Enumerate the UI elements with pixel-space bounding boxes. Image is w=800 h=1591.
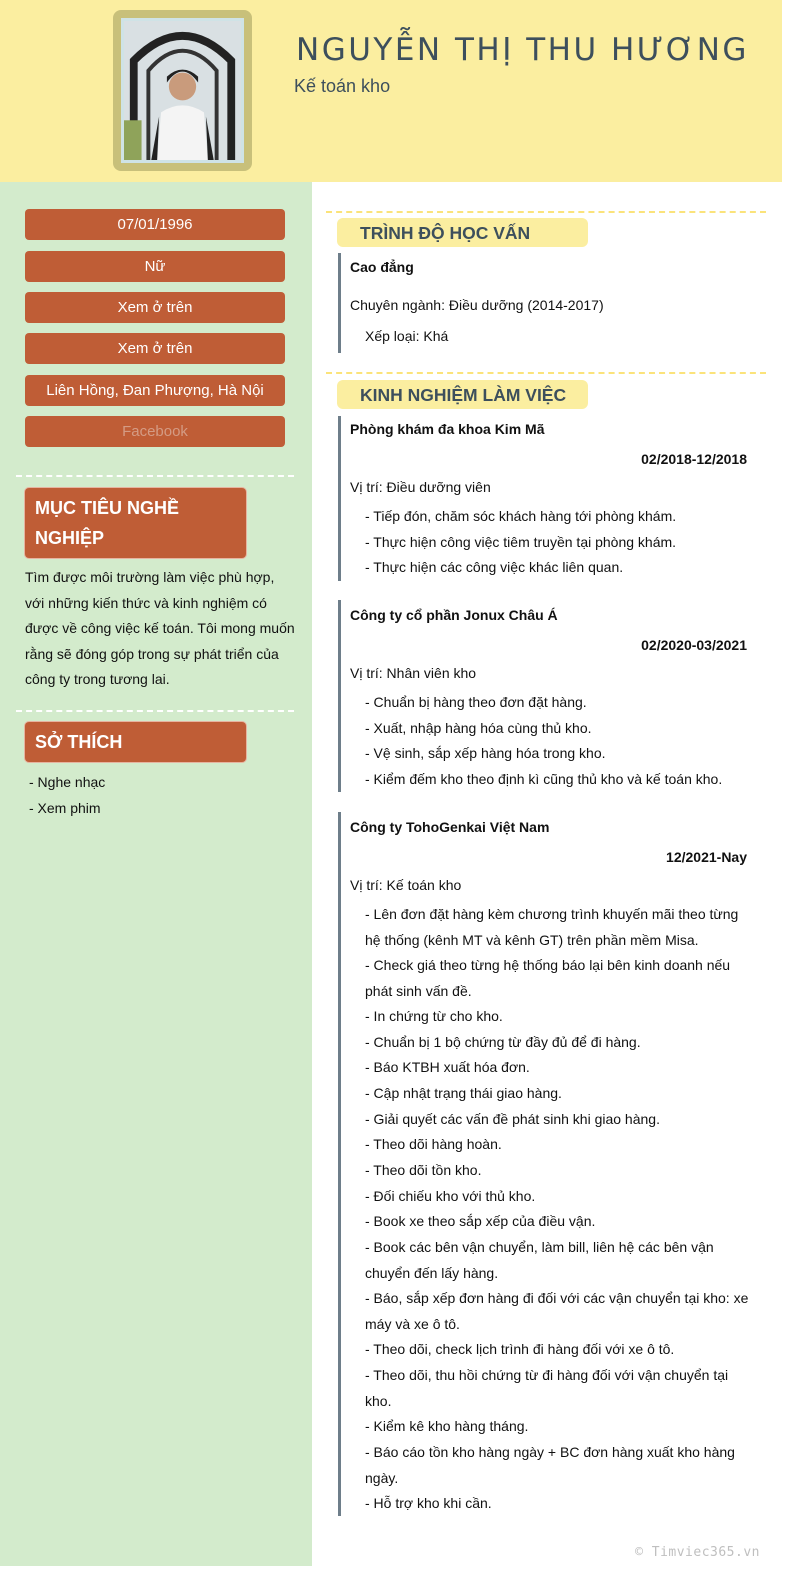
candidate-title: Kế toán kho [294,76,391,96]
education-heading: TRÌNH ĐỘ HỌC VẤN [337,218,588,247]
job-task: - Theo dõi tồn kho. [365,1162,482,1178]
objective-heading: MỤC TIÊU NGHỀ NGHIỆP [25,488,246,558]
facebook-link[interactable]: Facebook [25,416,285,447]
job-task: - Check giá theo từng hệ thống báo lại bên kinh doanh nếu phát sinh vấn đề. [365,957,731,999]
experience-heading: KINH NGHIỆM LÀM VIỆC [337,380,588,409]
job-task: - Theo dõi, thu hồi chứng từ đi hàng đối với vận chuyển tại kho. [365,1367,729,1409]
job-task: - Xuất, nhập hàng hóa cùng thủ kho. [365,720,592,736]
section-bar [338,253,341,353]
education-rank: Xếp loại: Khá [365,328,449,344]
job-task: - Chuẩn bị 1 bộ chứng từ đầy đủ để đi hàng. [365,1034,641,1050]
job-date: 12/2021-Nay [666,849,747,865]
job-task: - Báo, sắp xếp đơn hàng đi đối với các vận chuyển tại kho: xe máy và xe ô tô. [365,1290,749,1332]
avatar-frame [113,10,252,171]
job-task: - Thực hiện các công việc khác liên quan. [365,559,624,575]
divider [326,372,766,374]
phone-field: Xem ở trên [25,292,285,323]
gender-field: Nữ [25,251,285,282]
job-task: - Book các bên vận chuyển, làm bill, liên hệ các bên vận chuyển đến lấy hàng. [365,1239,714,1281]
hobby-item: - Xem phim [29,800,101,816]
job-task: - Chuẩn bị hàng theo đơn đặt hàng. [365,694,587,710]
job-task: - Lên đơn đặt hàng kèm chương trình khuyến mãi theo từng hệ thống (kênh MT và kênh GT) trên phần mềm Misa. [365,906,739,948]
hobby-item: - Nghe nhạc [29,774,106,790]
job-position: Vị trí: Điều dưỡng viên [350,479,491,495]
header [0,0,782,182]
objective-text: Tìm được môi trường làm việc phù hợp, với những kiến thức và kinh nghiệm có được về công việc kế toán. Tôi mong muốn rằng sẽ đóng góp trong sự phát triển của công ty trong tương lai. [25,569,295,688]
job-task: - Theo dõi hàng hoàn. [365,1136,502,1152]
job-position: Vị trí: Nhân viên kho [350,665,477,681]
job-task: - Thực hiện công việc tiêm truyền tại phòng khám. [365,534,677,550]
birthdate-field: 07/01/1996 [25,209,285,240]
job-task: - Hỗ trợ kho khi cần. [365,1495,492,1511]
hobbies-heading: SỞ THÍCH [25,722,246,762]
address-field: Liên Hồng, Đan Phượng, Hà Nội [25,375,285,406]
job-task: - Book xe theo sắp xếp của điều vận. [365,1213,596,1229]
candidate-name: NGUYỄN THỊ THU HƯƠNG [296,32,749,68]
job-task: - Báo cáo tồn kho hàng ngày + BC đơn hàng xuất kho hàng ngày. [365,1444,735,1486]
job-company: Công ty cổ phần Jonux Châu Á [350,607,558,623]
section-bar [338,812,341,1516]
section-bar [338,600,341,792]
job-task: - Theo dõi, check lịch trình đi hàng đối với xe ô tô. [365,1341,675,1357]
job-company: Phòng khám đa khoa Kim Mã [350,421,545,437]
divider [16,475,294,477]
avatar [121,18,244,163]
job-task: - Kiểm đếm kho theo định kì cũng thủ kho và kế toán kho. [365,771,723,787]
education-degree: Cao đẳng [350,259,414,275]
education-major: Chuyên ngành: Điều dưỡng (2014-2017) [350,297,604,313]
divider [16,710,294,712]
job-task: - In chứng từ cho kho. [365,1008,503,1024]
job-company: Công ty TohoGenkai Việt Nam [350,819,550,835]
email-field: Xem ở trên [25,333,285,364]
avatar-photo-icon [124,21,241,160]
section-bar [338,416,341,581]
job-date: 02/2020-03/2021 [641,637,747,653]
job-task: - Vệ sinh, sắp xếp hàng hóa trong kho. [365,745,606,761]
job-task: - Báo KTBH xuất hóa đơn. [365,1059,530,1075]
footer-watermark: © Timviec365.vn [635,1545,760,1560]
job-task: - Kiểm kê kho hàng tháng. [365,1418,529,1434]
job-task: - Tiếp đón, chăm sóc khách hàng tới phòng khám. [365,508,677,524]
divider [326,211,766,213]
job-task: - Đối chiếu kho với thủ kho. [365,1188,536,1204]
job-task: - Giải quyết các vấn đề phát sinh khi giao hàng. [365,1111,660,1127]
job-date: 02/2018-12/2018 [641,451,747,467]
job-position: Vị trí: Kế toán kho [350,877,462,893]
job-task: - Cập nhật trạng thái giao hàng. [365,1085,562,1101]
